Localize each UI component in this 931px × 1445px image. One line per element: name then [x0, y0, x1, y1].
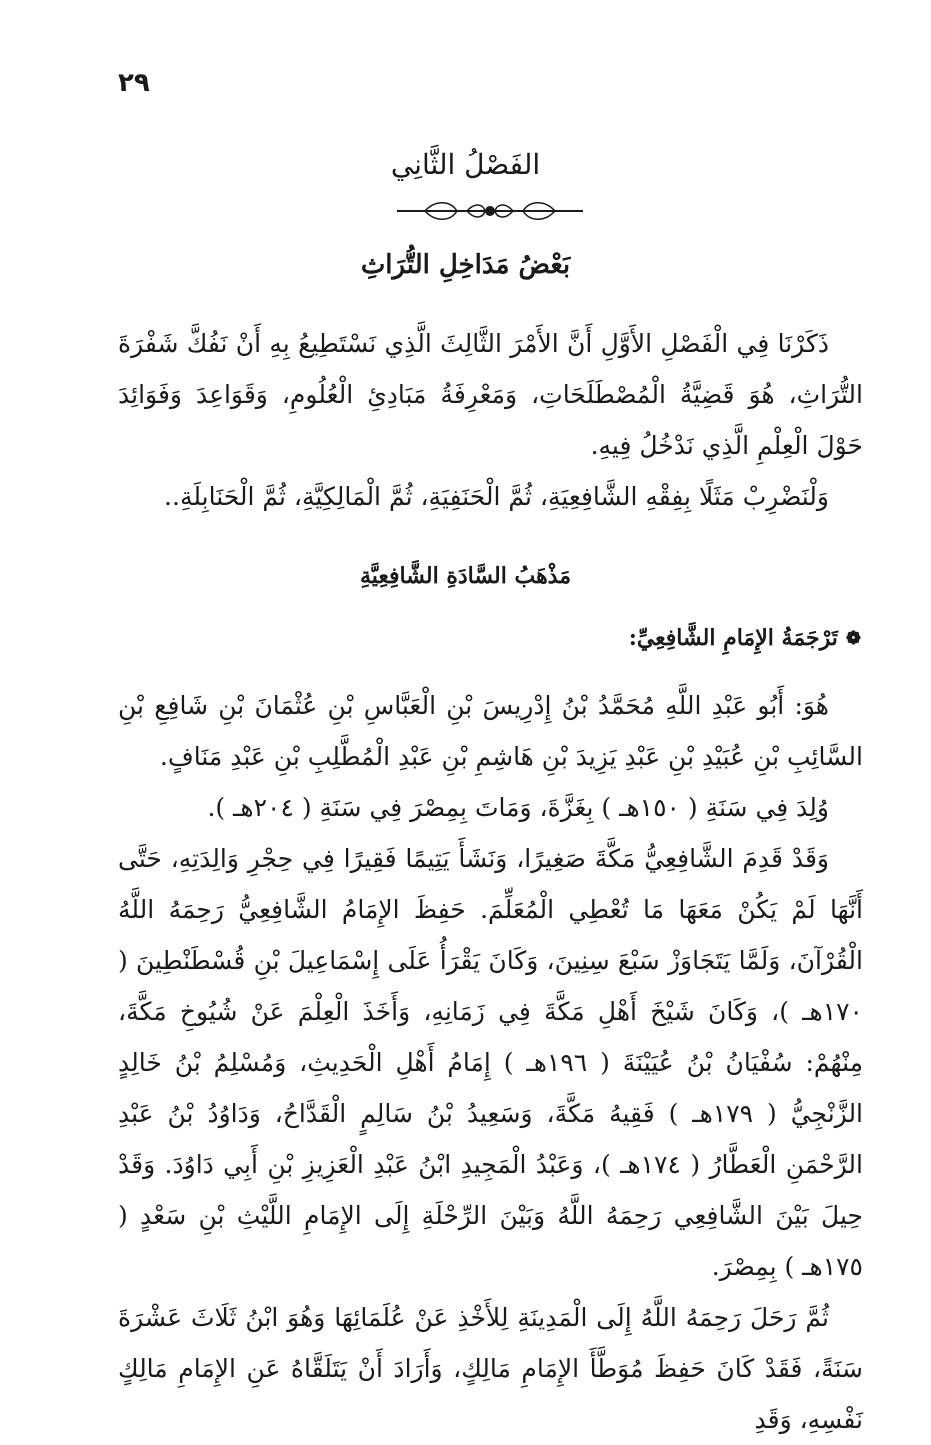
- ornament-divider-icon: [395, 198, 585, 224]
- intro-paragraph-2: وَلْنَضْرِبْ مَثَلًا بِفِقْهِ الشَّافِعِيَةِ، ثُمَّ الْحَنَفِيَةِ، ثُمَّ الْمَالِكِيَّةِ، ثُمَّ الْحَنَابِلَةِ..: [164, 482, 829, 511]
- bio-heading-text: تَرْجَمَةُ الإِمَامِ الشَّافِعِيِّ:: [628, 625, 838, 651]
- section-title: بَعْضُ مَدَاخِلِ التُّرَاثِ: [360, 250, 571, 280]
- bio-heading: [629, 625, 861, 651]
- bio-paragraph-2: وُلِدَ فِي سَنَةِ ( ١٥٠هـ ) بِغَزَّةَ، وَمَاتَ بِمِصْرَ فِي سَنَةِ ( ٢٠٤هـ ).: [207, 793, 829, 822]
- bio-paragraph-4: ثُمَّ رَحَلَ رَحِمَهُ اللَّهُ إِلَى الْمَدِينَةِ لِلأَخْذِ عَنْ عُلَمَائِهَا وَهُوَ ابْنُ ثَلَاثَ عَشْرَةَ سَنَةً، فَقَدْ كَانَ حَفِظَ مُوَطَّأَ الإِمَامِ مَالِكٍ، وَأَرَادَ أَنْ يَتَلَقَّاهُ عَنِ الإِمَامِ مَالِكٍ نَفْسِهِ، وَقَدِ: [118, 1303, 863, 1434]
- intro-block: [118, 318, 863, 522]
- bio-paragraph-3: وَقَدْ قَدِمَ الشَّافِعِيُّ مَكَّةَ صَغِيرًا، وَنَشَأَ يَتِيمًا فَقِيرًا فِي حِجْرِ وَالِدَتِهِ، حَتَّى أَنَّهَا لَمْ يَكُنْ مَعَهَا مَا تُعْطِي الْمُعَلِّمَ. حَفِظَ الإِمَامُ الشَّافِعِيُّ رَحِمَهُ اللَّهُ الْقُرْآنَ، وَلَمَّا يَتَجَاوَزْ سَبْعَ سِنِينَ، وَكَانَ يَقْرَأُ عَلَى إِسْمَاعِيلَ بْنِ قُسْطَنْطِينَ ( ١٧٠هـ )، وَكَانَ شَيْخَ أَهْلِ مَكَّةَ فِي زَمَانِهِ، وَأَخَذَ الْعِلْمَ عَنْ شُيُوخِ مَكَّةَ، مِنْهُمْ: سُفْيَانُ بْنُ عُيَيْنَةَ ( ١٩٦هـ ) إِمَامُ أَهْلِ الْحَدِيثِ، وَمُسْلِمُ بْنُ خَالِدٍ الزَّنْجِيُّ ( ١٧٩هـ ) فَقِيهُ مَكَّةَ، وَسَعِيدُ بْنُ سَالِمٍ الْقَدَّاحُ، وَدَاوُدُ بْنُ عَبْدِ الرَّحْمَنِ الْعَطَّارُ ( ١٧٤هـ )، وَعَبْدُ الْمَجِيدِ ابْنُ عَبْدِ الْعَزِيزِ بْنِ أَبِي دَاوُدَ. وَقَدْ حِيلَ بَيْنَ الشَّافِعِي رَحِمَهُ اللَّهُ وَبَيْنَ الرِّحْلَةِ إِلَى الإِمَامِ اللَّيْثِ بْنِ سَعْدٍ ( ١٧٥هـ ) بِمِصْرَ.: [118, 844, 864, 1281]
- bio-block: [118, 680, 863, 1445]
- page-number: ٢٩: [118, 68, 150, 98]
- subheading: مَذْهَبُ السَّادَةِ الشَّافِعِيَّةِ: [359, 563, 572, 589]
- bio-paragraph-1: هُوَ: أَبُو عَبْدِ اللَّهِ مُحَمَّدُ بْنُ إِدْرِيسَ بْنِ الْعَبَّاسِ بْنِ عُثْمَانَ بْنِ شَافِعِ بْنِ السَّائِبِ بْنِ عُبَيْدِ بْنِ عَبْدِ يَزِيدَ بْنِ هَاشِمِ بْنِ عَبْدِ الْمُطَّلِبِ بْنِ عَبْدِ مَنَافٍ.: [118, 691, 863, 771]
- chapter-title: الفَصْلُ الثَّانِي: [390, 148, 541, 181]
- intro-paragraph-1: ذَكَرْنَا فِي الْفَصْلِ الأَوَّلِ أَنَّ الأَمْرَ الثَّالِثَ الَّذِي نَسْتَطِيعُ بِهِ أَنْ نَفُكَّ شَفْرَةَ التُّرَاثِ، هُوَ قَضِيَّةُ الْمُصْطَلَحَاتِ، وَمَعْرِفَةُ مَبَادِئِ الْعُلُومِ، وَقَوَاعِدَ وَفَوَائِدَ حَوْلَ الْعِلْمِ الَّذِي نَدْخُلُ فِيهِ.: [118, 329, 863, 460]
- flower-ornament-icon: ❁: [845, 627, 861, 649]
